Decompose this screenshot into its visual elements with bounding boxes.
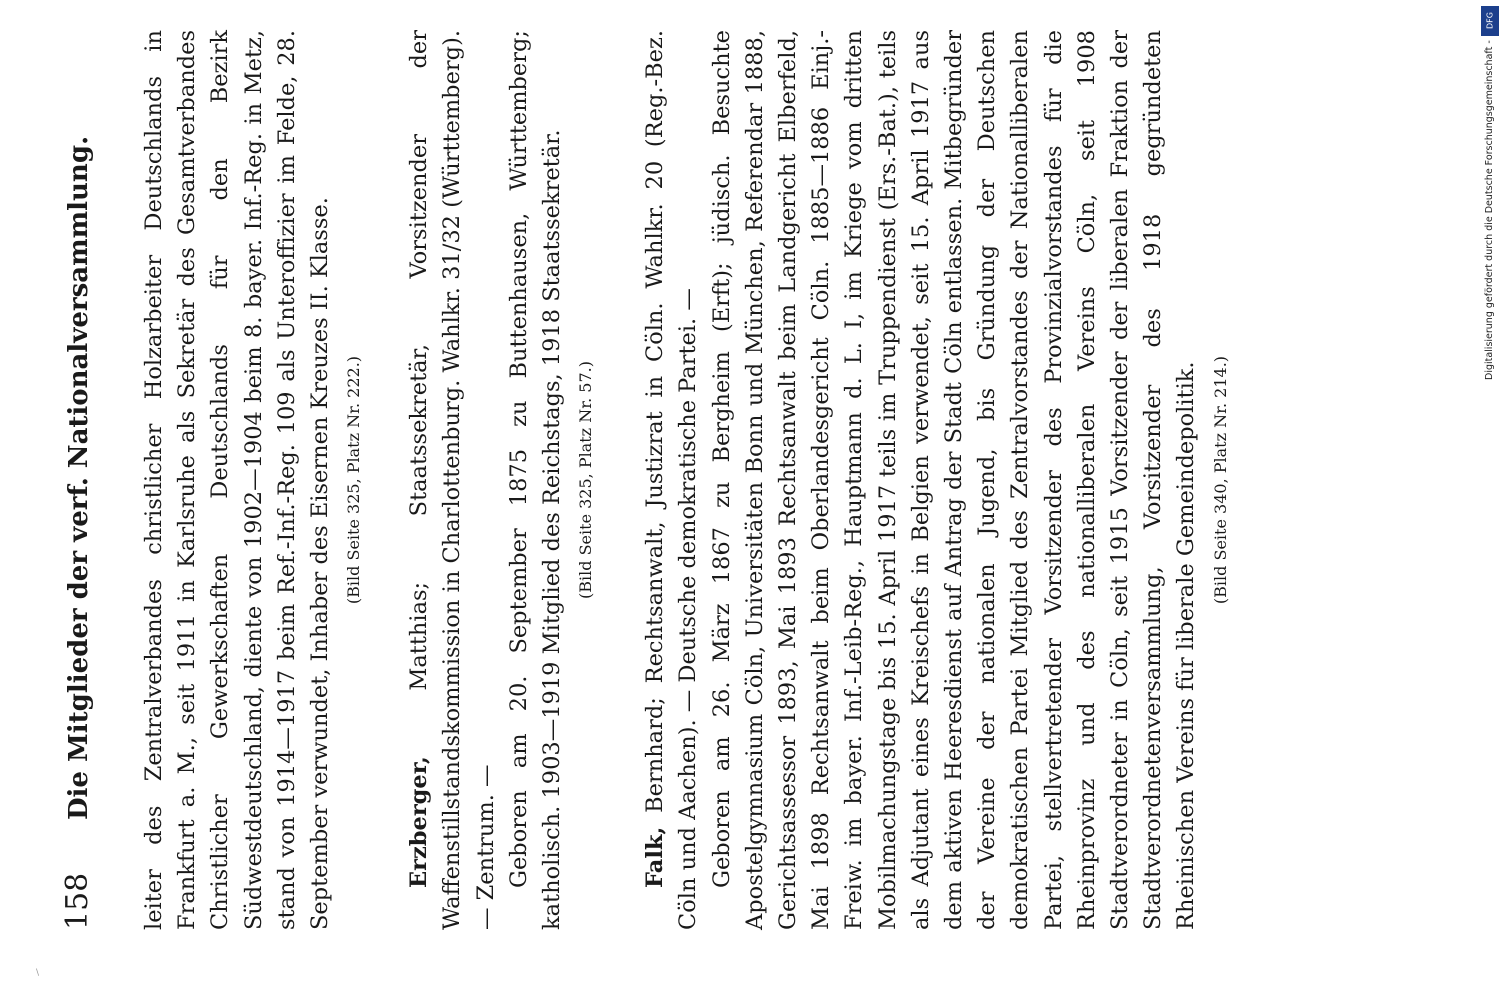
continuation-text: leiter des Zentralverbandes christlicher Holzarbeiter Deutschlands in Frankfurt a. M., seit 1911 in Karlsruhe als Sekretär des Gesamtverbandes Christlicher Gewerkschaften Deutschlands für den Bezirk Südwestdeutschland, diente von 1902—1904 beim 8. bayer. Inf.-Reg. in Metz, stand von 1914—1917 beim Ref.-Inf.-Reg. 109 als Unteroffizier im Felde, 28. September verwundet, Inhaber des Eisernen Kreuzes II. Klasse. [141, 30, 334, 930]
page-header [60, 30, 108, 930]
entry-continuation [138, 30, 367, 930]
running-title: Die Mitglieder der verf. Nationalversammlung. [64, 135, 94, 820]
entry-erzberger [403, 30, 599, 930]
falk-name: Falk, [642, 826, 669, 888]
falk-intro [639, 30, 705, 930]
page-number: 158 [60, 872, 95, 930]
rotated-text-block [60, 30, 1440, 930]
digitization-credit: Digitalisierung gefördert durch die Deutsche Forschungsgemeinschaft - [1484, 40, 1495, 380]
continuation-ref: (Bild Seite 325, Platz Nr. 222.) [344, 355, 364, 605]
erzberger-ref: (Bild Seite 325, Platz Nr. 57.) [576, 361, 596, 599]
dfg-logo: DFG [1481, 6, 1499, 36]
erzberger-intro [403, 30, 503, 930]
erzberger-intro-text: Matthias; Staatssekretär, Vorsitzender der Waffenstillstandskommission in Charlottenburg. Wahlkr. 31/32 (Württemberg). — Zentrum. — [406, 30, 499, 930]
corner-mark: \ [36, 968, 40, 978]
entry-falk [639, 30, 1233, 930]
falk-bio: Geboren am 26. März 1867 zu Bergheim (Erft); jüdisch. Besuchte Apostelgymnasium Cöln, Universitäten Bonn und München, Referendar 1888, Gerichtsassessor 1893, Mai 1893 Rechtsanwalt beim Landgericht Elberfeld, Mai 1898 Rechtsanwalt beim Oberlandesgericht Cöln. 1885—1886 Einj.-Freiw. im bayer. Inf.-Leib-Reg., Hauptmann d. L. I, im Kriege vom dritten Mobilmachungstage bis 15. April 1917 teils im Truppendienst (Ers.-Bat.), teils als Adjutant eines Kreischefs in Belgien verwendet, seit 15. April 1917 aus dem aktiven Heeresdienst auf Antrag der Stadt Cöln entlassen. Mitbegründer der Vereine der nationalen Jugend, bis Gründung der Deutschen demokratischen Partei Mitglied des Zentralvorstandes der Nationalliberalen Partei, stellvertretender Vorsitzender des Provinzialvorstandes für die Rheinprovinz und des nationalliberalen Vereins Cöln, seit 1908 Stadtverordneter in Cöln, seit 1915 Vorsitzender der liberalen Fraktion der Stadtverordnetenversammlung, Vorsitzender des 1918 gegründeten Rheinischen Vereins für liberale Gemeindepolitik. [708, 30, 1200, 930]
falk-intro-text: Bernhard; Rechtsanwalt, Justizrat in Cöln. Wahlkr. 20 (Reg.-Bez. Cöln und Aachen). — Deutsche demokratische Partei. — [642, 30, 702, 930]
erzberger-bio: Geboren am 20. September 1875 zu Buttenhausen, Württemberg; katholisch. 1903—1919 Mitglied des Reichstags, 1918 Staatssekretär. [505, 30, 566, 930]
erzberger-name: Erzberger, [406, 756, 433, 888]
falk-ref: (Bild Seite 340, Platz Nr. 214.) [1210, 355, 1230, 605]
